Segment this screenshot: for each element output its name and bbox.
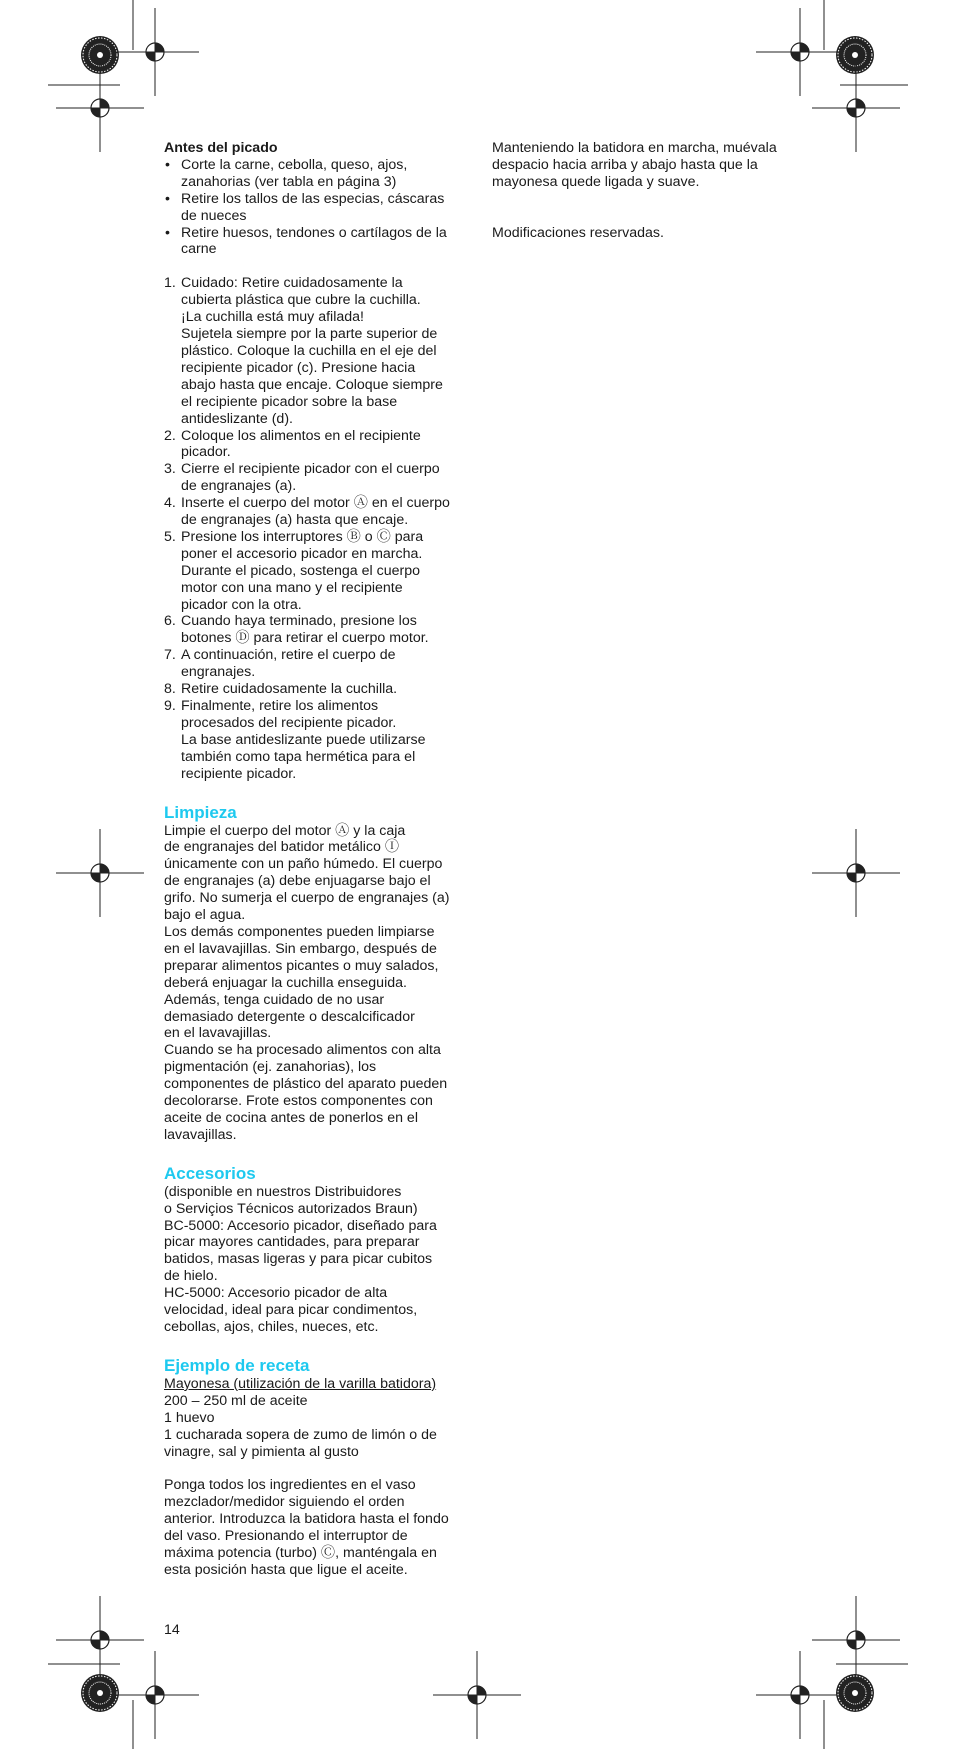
text-line: decolorarse. Frote estos componentes con	[164, 1093, 433, 1110]
text-line: en el lavavajillas.	[164, 1025, 272, 1042]
text-line: esta posición hasta que ligue el aceite.	[164, 1561, 408, 1578]
text-line: anterior. Introduzca la batidora hasta el fondo	[164, 1511, 449, 1528]
text-line: componentes de plástico del aparato pueden	[164, 1076, 448, 1093]
left-column	[164, 140, 464, 1579]
accessories-section	[164, 1164, 464, 1336]
text-line: picador con la otra.	[181, 596, 302, 613]
text-line: aceite de cocina antes de ponerlos en el	[164, 1109, 418, 1126]
text-line: HC-5000: Accesorio picador de alta	[164, 1285, 388, 1302]
text-line: 200 – 250 ml de aceite	[164, 1392, 308, 1409]
text-line: abajo hasta que encaje. Coloque siempre	[181, 376, 443, 393]
text-line: engranajes.	[181, 664, 256, 681]
text-line: de engranajes del batidor metálico Ⓘ	[164, 839, 400, 856]
text-line: vinagre, sal y pimienta al gusto	[164, 1443, 359, 1460]
text-line: La base antideslizante puede utilizarse	[181, 731, 426, 748]
step-item	[164, 428, 464, 462]
step-item	[164, 681, 464, 698]
cleaning-heading: Limpieza	[164, 802, 237, 822]
text-line: de engranajes (a).	[181, 478, 297, 495]
text-line: velocidad, ideal para picar condimentos,	[164, 1302, 418, 1319]
step-item	[164, 461, 464, 495]
text-line: Inserte el cuerpo del motor Ⓐ en el cuerpo	[181, 495, 450, 512]
cleaning-text	[164, 823, 464, 1144]
step-number: 3.	[164, 461, 176, 478]
step-number: 7.	[164, 647, 176, 664]
text-line: pigmentación (ej. zanahorias), los	[164, 1059, 377, 1076]
modifications-note: Modificaciones reservadas.	[492, 224, 664, 241]
text-line: poner el accesorio picador en marcha.	[181, 545, 423, 562]
chopping-steps	[164, 275, 464, 782]
text-line: motor con una mano y el recipiente	[181, 579, 403, 596]
cleaning-section	[164, 803, 464, 1144]
step-number: 6.	[164, 613, 176, 630]
text-line: recipiente picador (c). Presione hacia	[181, 359, 416, 376]
text-line: Los demás componentes pueden limpiarse	[164, 923, 435, 940]
text-line: recipiente picador.	[181, 765, 297, 782]
text-line: Cuidado: Retire cuidadosamente la	[181, 275, 403, 292]
text-line: BC-5000: Accesorio picador, diseñado para	[164, 1217, 437, 1234]
step-number: 5.	[164, 528, 176, 545]
step-number: 1.	[164, 275, 176, 292]
list-item: • Retire los tallos de las especias, cáscaras de nueces	[164, 191, 464, 225]
text-line: Finalmente, retire los alimentos	[181, 698, 379, 714]
text-line: Además, tenga cuidado de no usar	[164, 991, 385, 1008]
text-line: del vaso. Presionando el interruptor de	[164, 1528, 408, 1545]
recipe-ingredients	[164, 1393, 464, 1461]
text-line: despacio hacia arriba y abajo hasta que la	[492, 156, 758, 173]
text-line: grifo. No sumerja el cuerpo de engranajes (a)	[164, 890, 450, 907]
text-line: ¡La cuchilla está muy afilada!	[181, 309, 364, 326]
accessories-heading: Accesorios	[164, 1163, 256, 1183]
text-line: Retire cuidadosamente la cuchilla.	[181, 681, 398, 698]
text-line: deberá enjuagar la cuchilla enseguida.	[164, 974, 407, 991]
text-line: preparar alimentos picantes o muy salados,	[164, 957, 439, 974]
recipe-instructions	[164, 1477, 464, 1578]
text-line: en el lavavajillas. Sin embargo, después de	[164, 940, 437, 957]
text-line: (disponible en nuestros Distribuidores	[164, 1183, 402, 1200]
text-line: Durante el picado, sostenga el cuerpo	[181, 562, 420, 579]
accessories-text	[164, 1184, 464, 1336]
text-line: Limpie el cuerpo del motor Ⓐ y la caja	[164, 822, 406, 839]
step-number: 2.	[164, 427, 176, 444]
text-line: lavavajillas.	[164, 1126, 237, 1143]
text-line: también como tapa hermética para el	[181, 748, 416, 765]
step-item	[164, 529, 464, 614]
text-line: de engranajes (a) debe enjuagarse bajo el	[164, 873, 431, 890]
recipe-heading: Ejemplo de receta	[164, 1355, 310, 1375]
text-line: bajo el agua.	[164, 907, 246, 924]
text-line: Coloque los alimentos en el recipiente	[181, 427, 421, 444]
recipe-section	[164, 1356, 464, 1579]
right-column	[492, 140, 802, 242]
recipe-continuation	[492, 140, 802, 191]
list-item: • Corte la carne, cebolla, queso, ajos, zanahorias (ver tabla en página 3)	[164, 157, 464, 191]
text-line: Ponga todos los ingredientes en el vaso	[164, 1477, 416, 1494]
text-line: picar mayores cantidades, para preparar	[164, 1234, 420, 1251]
text-line: el recipiente picador sobre la base	[181, 393, 398, 410]
step-item	[164, 495, 464, 529]
step-number: 4.	[164, 495, 176, 512]
text-line: mezclador/medidor siguiendo el orden	[164, 1494, 405, 1511]
step-item	[164, 647, 464, 681]
text-line: de engranajes (a) hasta que encaje.	[181, 512, 409, 529]
page-number: 14	[164, 1622, 180, 1638]
before-chopping-title: Antes del picado	[164, 140, 278, 156]
recipe-subtitle: Mayonesa (utilización de la varilla batidora)	[164, 1375, 437, 1392]
text-line: procesados del recipiente picador.	[181, 714, 397, 731]
text-line: Sujetela siempre por la parte superior de	[181, 326, 438, 343]
text-line: cebollas, ajos, chiles, nueces, etc.	[164, 1319, 379, 1335]
list-item: • Retire huesos, tendones o cartílagos de la carne	[164, 225, 464, 259]
text-line: picador.	[181, 444, 231, 461]
text-line: 1 huevo	[164, 1409, 215, 1426]
before-chopping-list	[164, 157, 464, 258]
step-number: 8.	[164, 681, 176, 698]
text-line: máxima potencia (turbo) Ⓒ, manténgala en	[164, 1545, 437, 1562]
text-line: únicamente con un paño húmedo. El cuerpo	[164, 856, 443, 873]
text-line: mayonesa quede ligada y suave.	[492, 173, 700, 190]
text-line: A continuación, retire el cuerpo de	[181, 647, 396, 664]
text-line: botones Ⓓ para retirar el cuerpo motor.	[181, 630, 429, 647]
text-line: batidos, masas ligeras y para picar cubitos	[164, 1251, 433, 1268]
text-line: demasiado detergente o descalcificador	[164, 1008, 415, 1025]
text-line: cubierta plástica que cubre la cuchilla.	[181, 292, 421, 309]
step-item	[164, 698, 464, 783]
text-line: o Serviçios Técnicos autorizados Braun)	[164, 1200, 418, 1217]
text-line: de hielo.	[164, 1268, 218, 1285]
step-item	[164, 275, 464, 427]
text-line: Cuando se ha procesado alimentos con alta	[164, 1042, 441, 1059]
step-number: 9.	[164, 698, 176, 714]
step-item	[164, 613, 464, 647]
text-line: Manteniendo la batidora en marcha, muévala	[492, 140, 777, 156]
text-line: plástico. Coloque la cuchilla en el eje del	[181, 342, 437, 359]
text-line: 1 cucharada sopera de zumo de limón o de	[164, 1426, 437, 1443]
text-line: Cuando haya terminado, presione los	[181, 613, 417, 630]
text-line: Cierre el recipiente picador con el cuerpo	[181, 461, 440, 478]
text-line: Presione los interruptores Ⓑ o Ⓒ para	[181, 528, 424, 545]
text-line: antideslizante (d).	[181, 410, 293, 427]
